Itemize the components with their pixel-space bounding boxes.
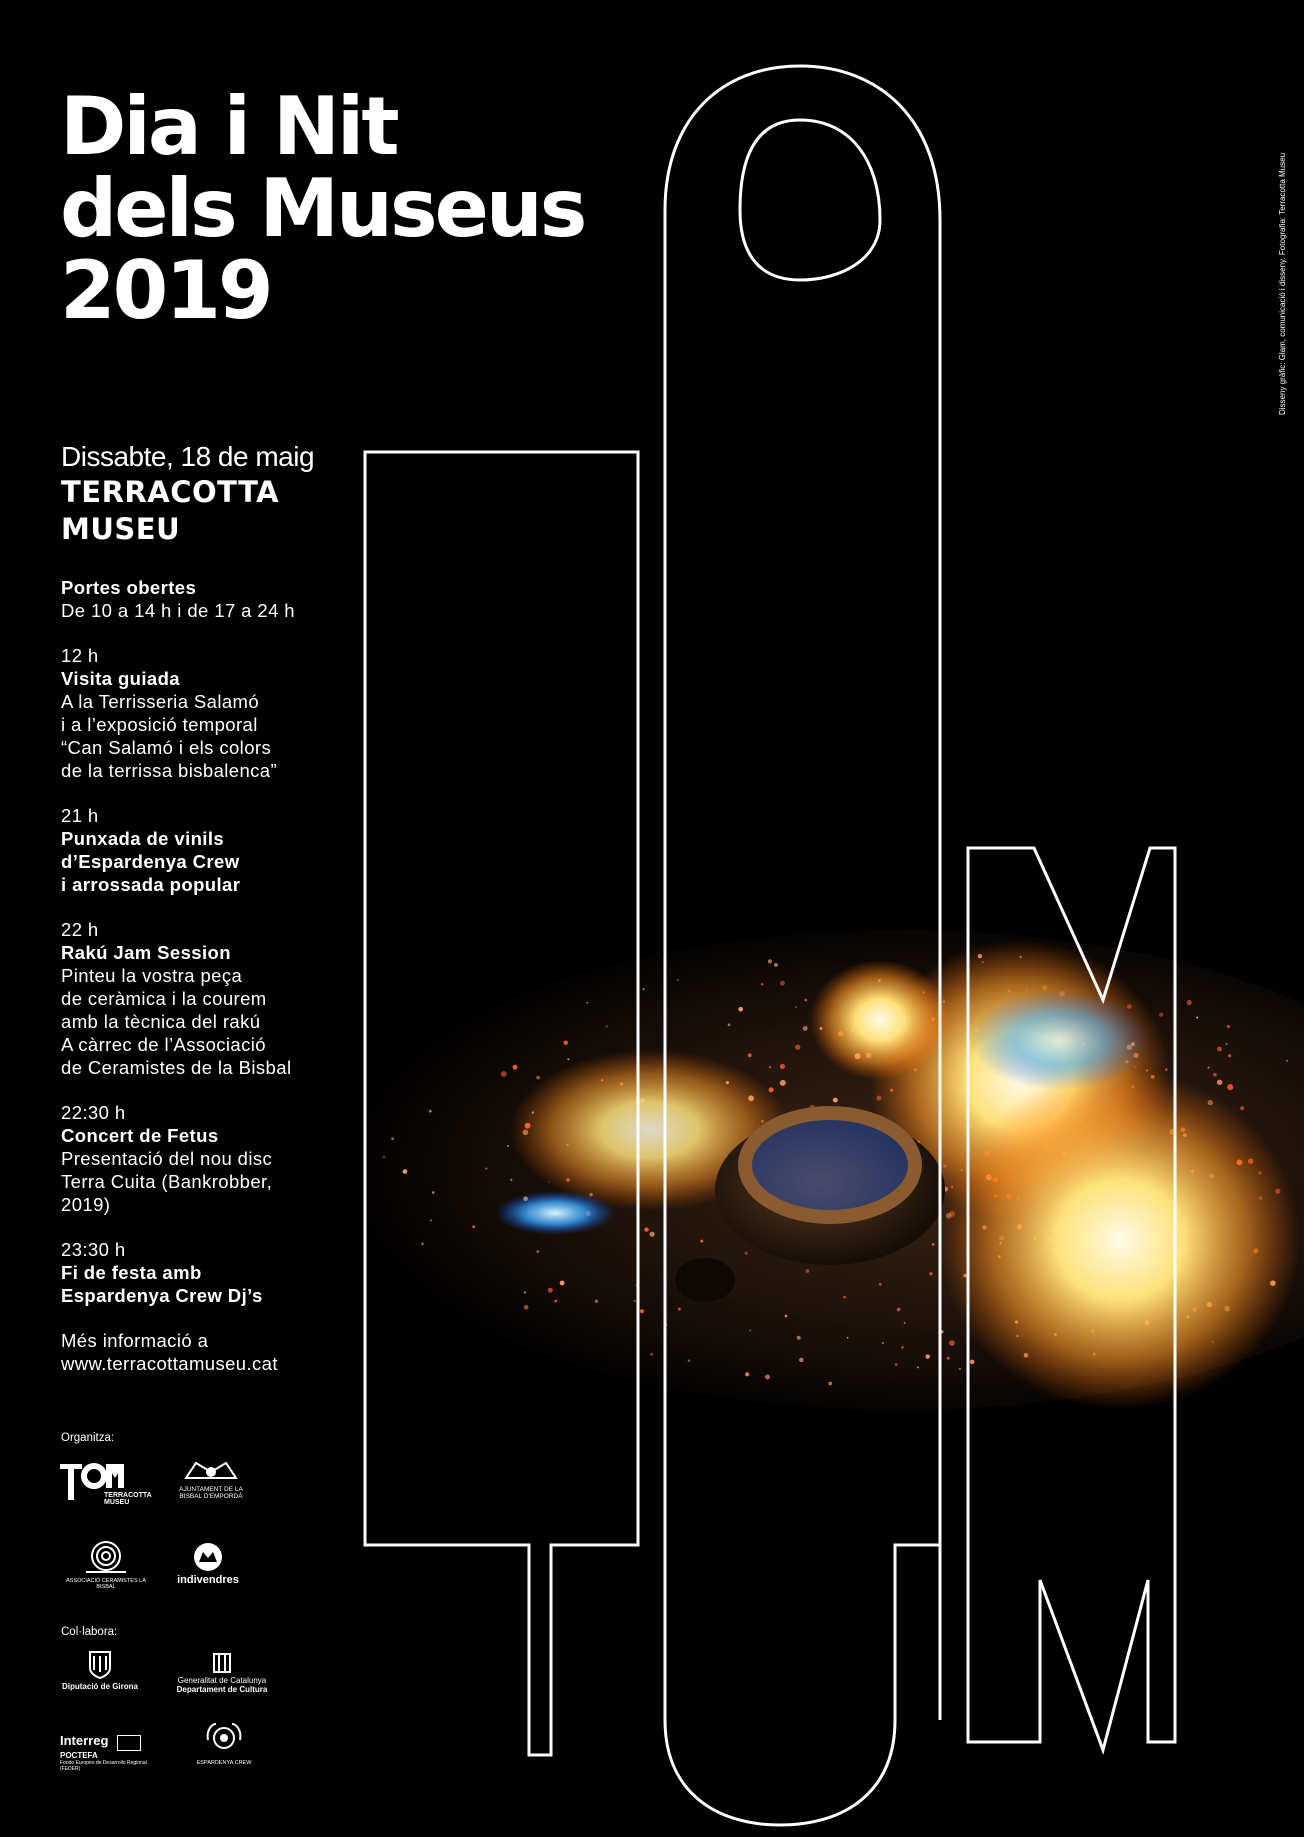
event-item — [61, 1238, 381, 1307]
ajuntament-bisbal-logo — [172, 1458, 250, 1500]
associacio-ceramistes-logo — [60, 1540, 152, 1590]
organizers-label: Organitza: — [61, 1432, 115, 1444]
event-description-line: Presentació del nou disc — [61, 1148, 273, 1169]
website-link[interactable]: www.terracottamuseu.cat — [61, 1353, 278, 1374]
event-time: 21 h — [61, 805, 99, 826]
open-doors-heading: Portes obertes — [61, 577, 197, 598]
event-description-line: amb la tècnica del rakú — [61, 1011, 261, 1032]
event-description-line: de la terrissa bisbalenca” — [61, 760, 278, 781]
ajuntament-bisbal-text: AJUNTAMENT DE LA BISBAL D'EMPORDÀ — [179, 1486, 243, 1500]
letter-t-outline — [365, 452, 638, 1755]
event-item — [61, 644, 381, 782]
event-heading: Visita guiada — [61, 668, 180, 689]
event-description-line: 2019) — [61, 1194, 111, 1215]
title-line-2: dels Museus — [60, 162, 585, 255]
departament-cultura-text: Departament de Cultura — [176, 1685, 268, 1694]
diputacio-girona-text: Diputació de Girona — [61, 1682, 138, 1691]
event-time: 12 h — [61, 645, 99, 666]
event-time: 22 h — [61, 919, 99, 940]
open-doors — [61, 576, 381, 622]
event-description-line: Terra Cuita (Bankrobber, — [61, 1171, 273, 1192]
espardenya-crew-text: ESPARDENYA CREW — [196, 1760, 252, 1766]
venue-name-line-2: MUSEU — [61, 512, 181, 546]
indivendres-logo — [170, 1542, 246, 1586]
generalitat-logo — [170, 1652, 274, 1694]
interreg-text: Interreg — [60, 1733, 109, 1748]
letter-m-outline — [968, 848, 1175, 1750]
event-time: 22:30 h — [61, 1102, 126, 1123]
title-line-1: Dia i Nit — [60, 80, 397, 173]
poster-title — [60, 80, 620, 337]
diputacio-girona-logo — [60, 1650, 140, 1691]
event-heading: Fi de festa amb Espardenya Crew Dj’s — [61, 1262, 263, 1306]
design-credits: Disseny gràfic: Glam, comunicació i disseny. Fotografia: Terracotta Museu — [1278, 152, 1287, 415]
event-description-line: Pinteu la vostra peça — [61, 965, 243, 986]
more-info — [61, 1329, 381, 1375]
terracotta-museu-logo — [60, 1458, 150, 1508]
collaborators-label: Col·labora: — [61, 1626, 118, 1638]
more-info-label: Més informació a — [61, 1330, 209, 1351]
indivendres-text: indivendres — [177, 1574, 239, 1586]
open-doors-hours: De 10 a 14 h i de 17 a 24 h — [61, 600, 296, 621]
event-description-line: de Ceramistes de la Bisbal — [61, 1057, 292, 1078]
event-heading: Concert de Fetus — [61, 1125, 219, 1146]
program — [61, 440, 381, 1375]
poctefa-text: POCTEFA — [60, 1750, 98, 1760]
eu-flag-icon — [117, 1735, 141, 1751]
events-list — [61, 644, 381, 1307]
event-item — [61, 804, 381, 896]
venue-name-line-1: TERRACOTTA — [61, 475, 280, 509]
generalitat-text: Generalitat de Catalunya — [177, 1676, 267, 1685]
espardenya-crew-logo — [194, 1720, 254, 1766]
event-description-line: “Can Salamó i els colors — [61, 737, 272, 758]
event-description-line: i a l’exposició temporal — [61, 714, 258, 735]
event-item — [61, 918, 381, 1079]
feder-text: Fondo Europeo de Desarrollo Regional (FEDER) — [60, 1759, 147, 1772]
event-item — [61, 1101, 381, 1216]
letter-c-outline — [665, 66, 940, 1825]
event-description-line: A la Terrisseria Salamó — [61, 691, 260, 712]
event-time: 23:30 h — [61, 1239, 126, 1260]
associacio-ceramistes-text: ASSOCIACIÓ CERAMISTES LA BISBAL — [66, 1578, 146, 1590]
interreg-logo — [60, 1733, 160, 1772]
event-date: Dissabte, 18 de maig — [61, 441, 315, 472]
event-heading: Punxada de vinils d’Espardenya Crew i arrossada popular — [61, 828, 241, 895]
title-line-3: 2019 — [60, 244, 271, 337]
terracotta-museu-logo-text: TERRACOTTA MUSEU — [104, 1492, 152, 1506]
event-description-line: A càrrec de l’Associació — [61, 1034, 266, 1055]
event-heading: Rakú Jam Session — [61, 942, 231, 963]
event-description-line: de ceràmica i la courem — [61, 988, 267, 1009]
